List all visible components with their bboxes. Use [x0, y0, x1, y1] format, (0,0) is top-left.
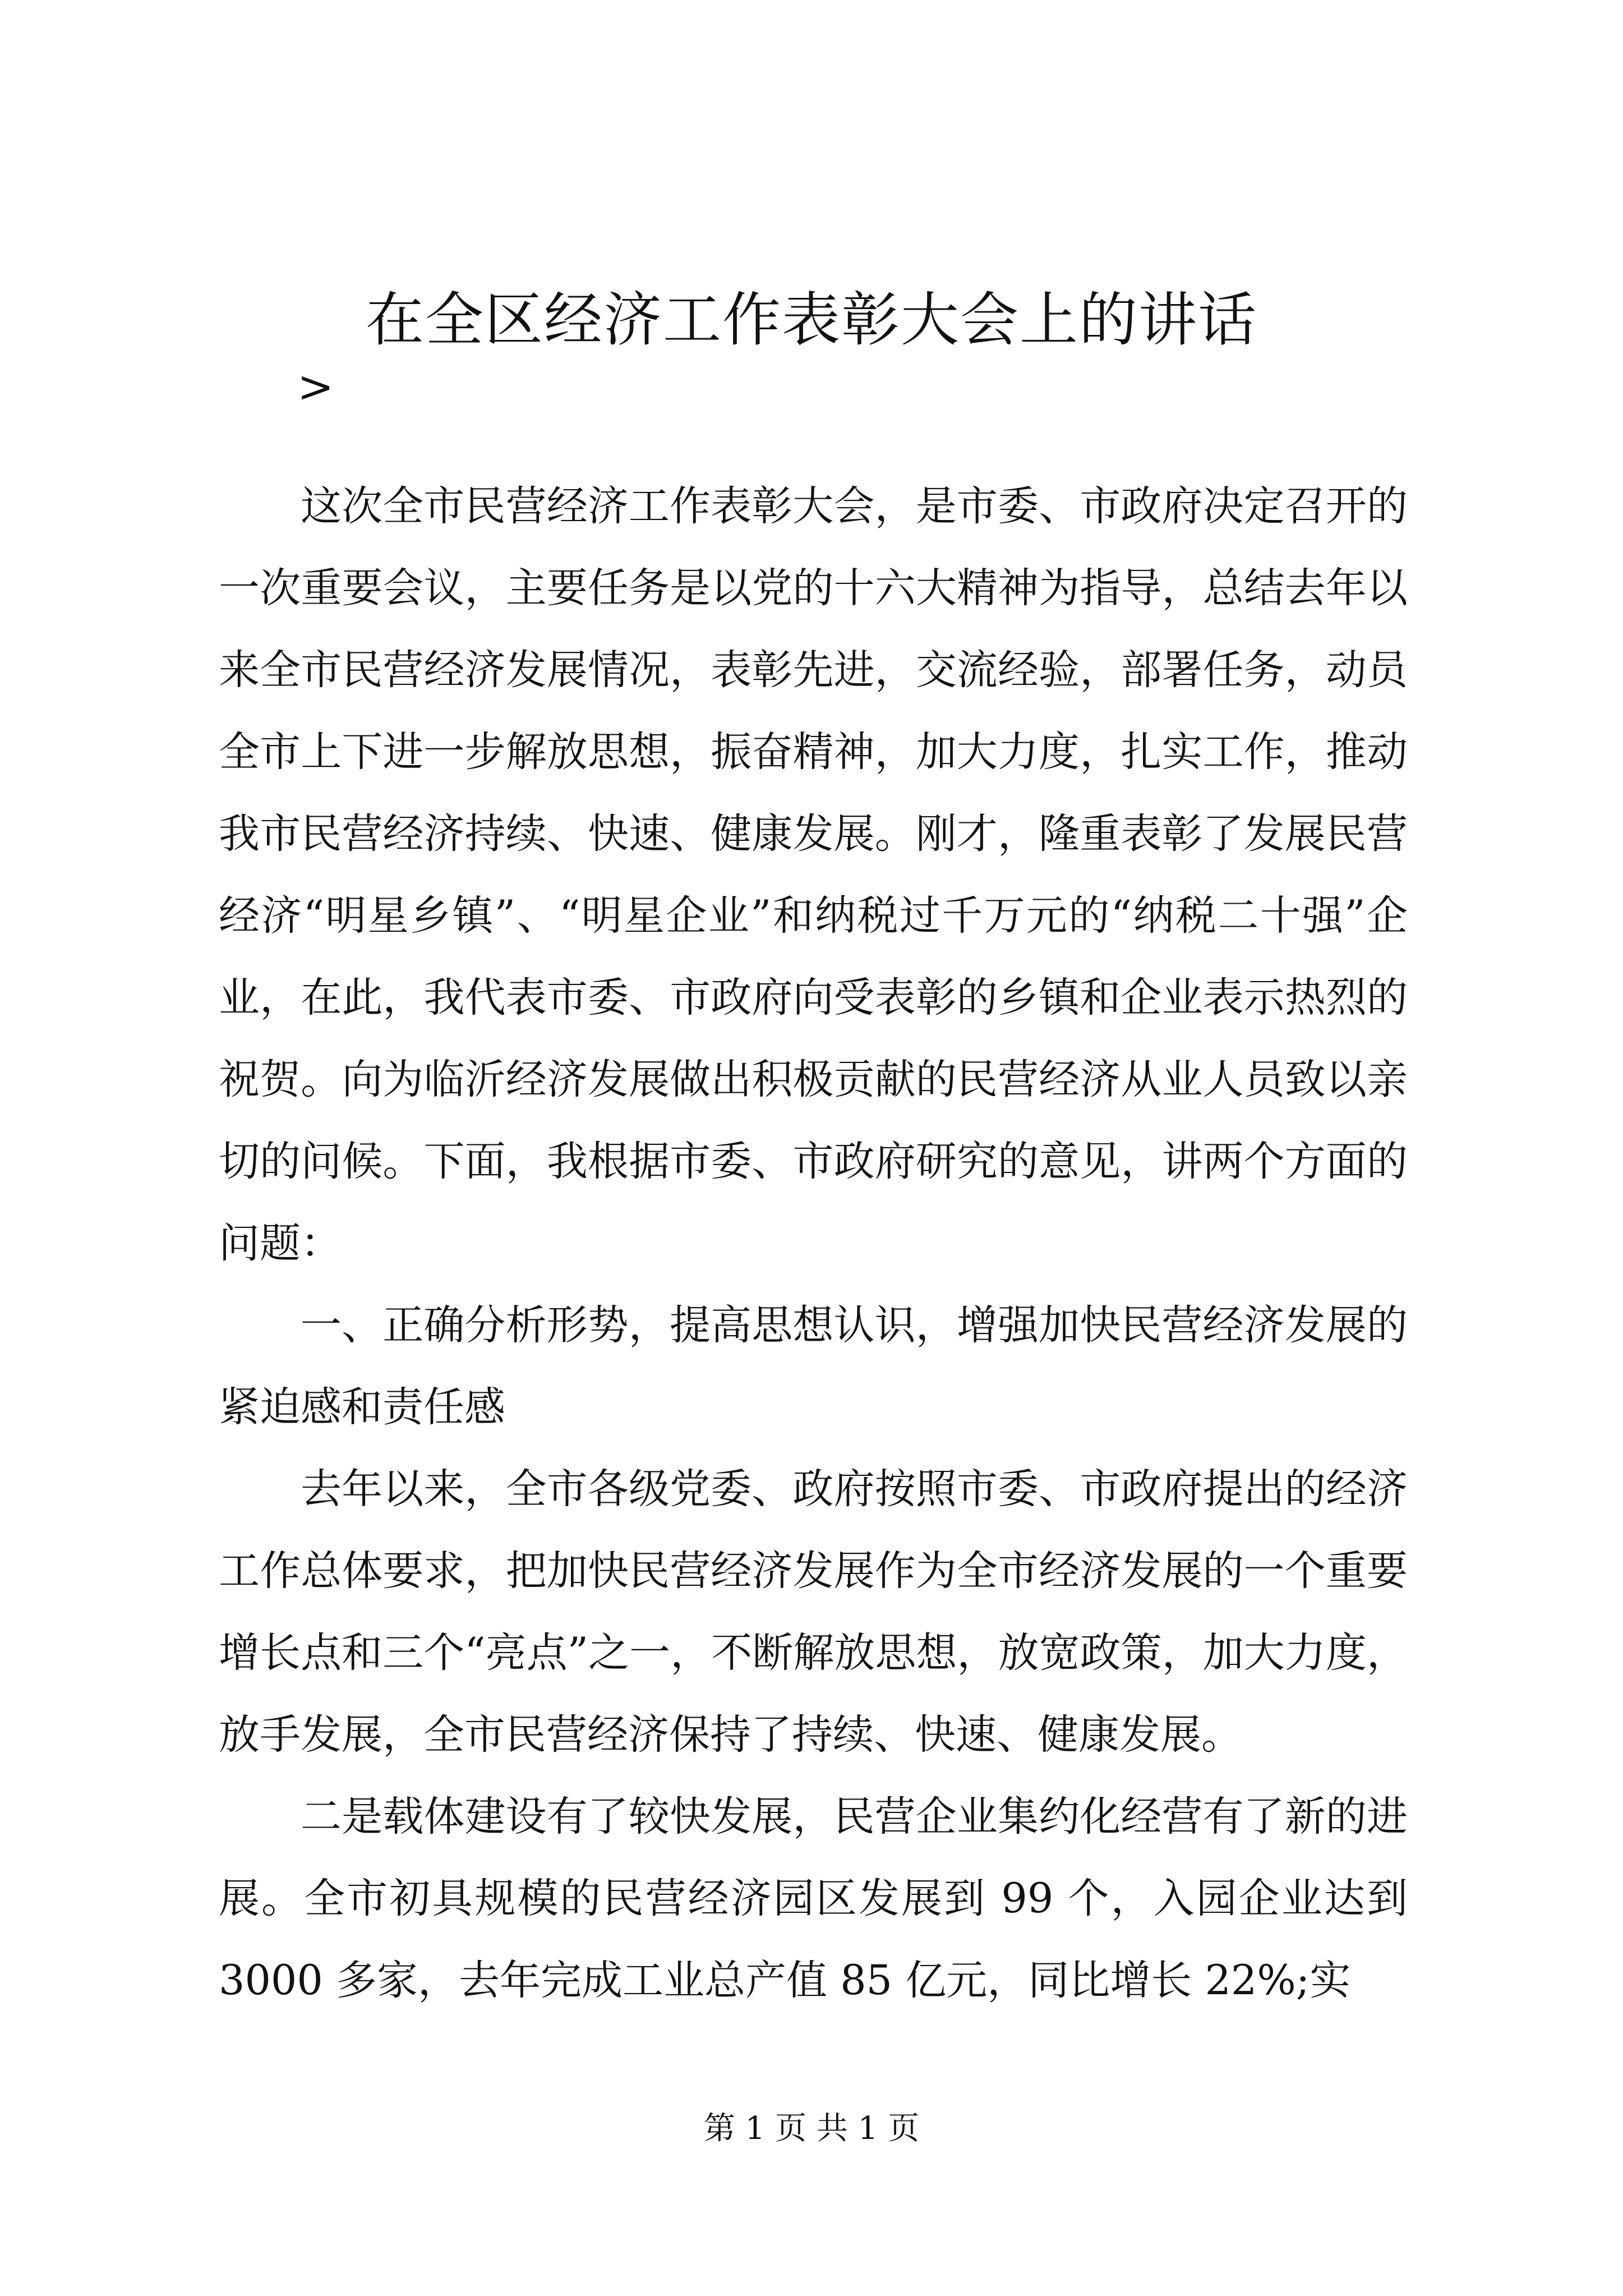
arrow-mark: > [297, 362, 334, 412]
paragraph-intro: 这次全市民营经济工作表彰大会，是市委、市政府决定召开的一次重要会议，主要任务是以党的十六大精神为指导，总结去年以来全市民营经济发展情况，表彰先进，交流经验，部署任务，动员全市上下进一步解放思想，振奋精神，加大力度，扎实工作，推动我市民营经济持续、快速、健康发展。刚才，隆重表彰了发展民营经济“明星乡镇”、“明星企业”和纳税过千万元的“纳税二十强”企业，在此，我代表市委、市政府向受表彰的乡镇和企业表示热烈的祝贺。向为临沂经济发展做出积极贡献的民营经济从业人员致以亲切的问候。下面，我根据市委、市政府研究的意见，讲两个方面的问题： [219, 482, 1408, 1267]
document-title: 在全区经济工作表彰大会上的讲话 [365, 286, 1257, 354]
page-footer: 第 1 页 共 1 页 [703, 2110, 920, 2147]
paragraph-review: 去年以来，全市各级党委、政府按照市委、市政府提出的经济工作总体要求，把加快民营经济发展作为全市经济发展的一个重要增长点和三个“亮点”之一，不断解放思想，放宽政策，加大力度，放手发展，全市民营经济保持了持续、快速、健康发展。 [219, 1465, 1408, 1759]
document-body [219, 466, 1408, 2022]
section-heading-one: 一、正确分析形势，提高思想认识，增强加快民营经济发展的紧迫感和责任感 [219, 1301, 1408, 1431]
paragraph-carrier: 二是载体建设有了较快发展，民营企业集约化经营有了新的进展。全市初具规模的民营经济园区发展到 99 个，入园企业达到 3000 多家，去年完成工业总产值 85 亿元，同比增长 22%;实 [219, 1793, 1408, 2004]
